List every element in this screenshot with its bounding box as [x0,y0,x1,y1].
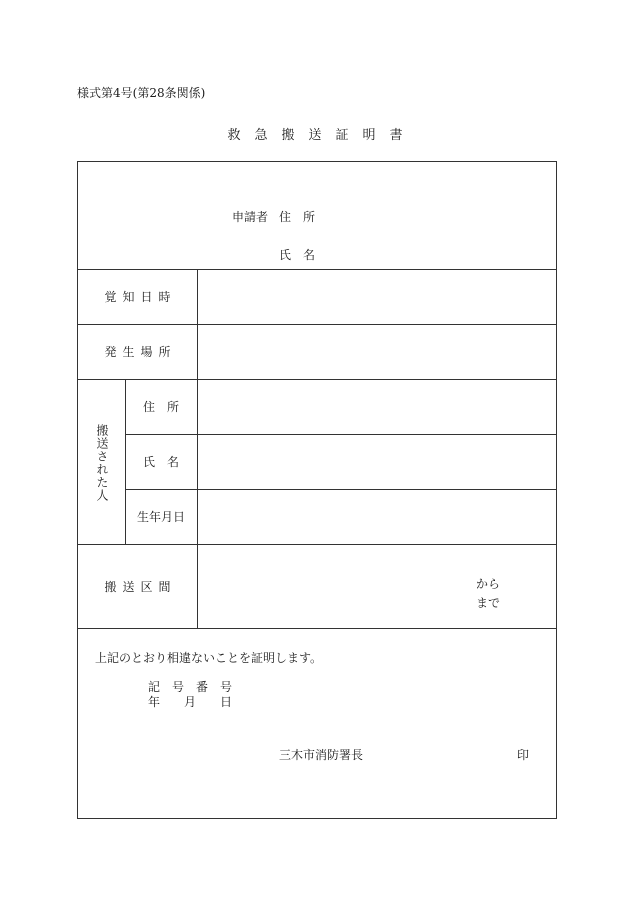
issuer-name: 三木市消防署長 [279,748,364,762]
document-title: 救急搬送証明書 [227,128,417,143]
transported-address-label: 住 所 [142,400,179,414]
certification-statement: 上記のとおり相違ないことを証明します。 [95,651,323,665]
applicant-label: 申請者 [232,210,269,224]
transported-name-label: 氏 名 [142,455,179,469]
row-divider [78,628,556,629]
record-number-label: 記 号 番 号 [148,680,233,694]
applicant-name-label: 氏 名 [279,248,316,262]
birthdate-label: 生年月日 [136,510,185,524]
seal-mark: 印 [517,748,530,762]
occurrence-place-label: 発生場所 [104,345,177,359]
form-number: 様式第4号(第28条関係) [77,86,206,100]
applicant-address-label: 住 所 [279,210,316,224]
transported-person-label: 搬送された人 [95,424,109,502]
form-table [77,161,557,819]
to-label: まで [476,596,501,610]
awareness-datetime-label: 覚知日時 [104,290,177,304]
from-label: から [476,577,501,591]
transport-section-label: 搬送区間 [104,579,177,594]
column-divider [197,269,198,628]
date-label: 年 月 日 [148,695,233,709]
